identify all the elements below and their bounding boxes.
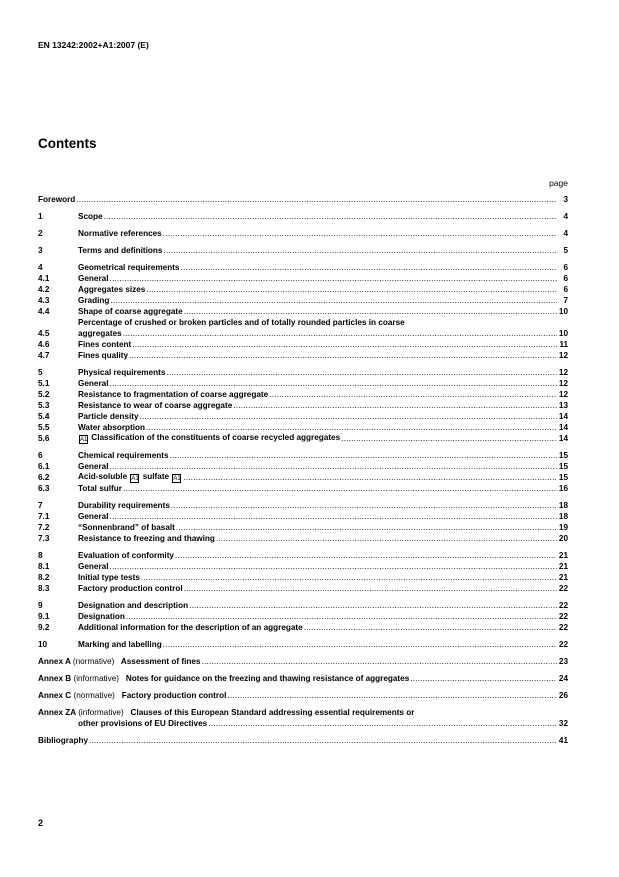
toc-entry-title-wrap bbox=[78, 228, 558, 239]
toc-entry-line-1 bbox=[78, 317, 568, 328]
toc-entry-page: 15 bbox=[558, 473, 568, 482]
annex-title: Factory production control bbox=[121, 691, 227, 700]
toc-leader-dots bbox=[141, 572, 557, 583]
toc-entry-number: 8.3 bbox=[38, 584, 50, 593]
toc-entry-page: 11 bbox=[559, 340, 568, 349]
toc-entry-title-wrap bbox=[78, 522, 558, 533]
toc-entry-title-wrap bbox=[78, 572, 558, 583]
toc-entry-title-text: Resistance to wear of coarse aggregate bbox=[78, 401, 233, 410]
toc-entry[interactable] bbox=[38, 500, 568, 511]
toc-entry-title-wrap bbox=[78, 432, 558, 444]
annex-entry-line-1 bbox=[38, 707, 568, 718]
toc-entry-title-wrap bbox=[78, 511, 558, 522]
toc-entry-number: 2 bbox=[38, 229, 43, 238]
toc-entry-number: 5.6 bbox=[38, 434, 50, 443]
annex-title: Assessment of fines bbox=[120, 657, 201, 666]
toc-entry[interactable] bbox=[38, 400, 568, 411]
toc-entry[interactable] bbox=[38, 389, 568, 400]
annex-entry-title-wrap bbox=[38, 690, 558, 701]
toc-leader-dots bbox=[110, 378, 558, 389]
toc-entry-page: 13 bbox=[558, 401, 568, 410]
toc-entry[interactable] bbox=[38, 245, 568, 256]
toc-entry[interactable] bbox=[38, 533, 568, 544]
toc-leader-dots bbox=[201, 656, 557, 667]
toc-entry-page: 4 bbox=[563, 212, 568, 221]
annex-kind: (normative) bbox=[72, 657, 115, 666]
toc-entry-page: 6 bbox=[563, 263, 568, 272]
toc-entry-title bbox=[78, 511, 109, 522]
toc-entry-page: 18 bbox=[558, 512, 568, 521]
amendment-marker-icon: A1 bbox=[173, 476, 181, 482]
toc-entry-title-text: Geometrical requirements bbox=[78, 263, 180, 272]
toc-entry-title bbox=[78, 211, 103, 222]
toc-entry-title bbox=[78, 561, 109, 572]
toc-entry-page: 15 bbox=[558, 462, 568, 471]
toc-entry[interactable] bbox=[38, 550, 568, 561]
toc-leader-dots bbox=[126, 611, 557, 622]
toc-entry-page: 22 bbox=[558, 601, 568, 610]
toc-leader-dots bbox=[175, 550, 557, 561]
toc-entry-number: 6.2 bbox=[38, 473, 50, 482]
toc-entry-title bbox=[78, 471, 182, 483]
toc-leader-dots bbox=[163, 228, 557, 239]
toc-entry-title bbox=[78, 572, 140, 583]
toc-entry-number: 6.1 bbox=[38, 462, 50, 471]
toc-entry-title bbox=[38, 194, 75, 205]
toc-entry-title bbox=[78, 228, 162, 239]
toc-leader-dots bbox=[163, 639, 557, 650]
toc-entry-title bbox=[78, 350, 128, 361]
annex-page: 26 bbox=[558, 691, 568, 700]
toc-entry-number: 6.3 bbox=[38, 484, 50, 493]
toc-entry-title-text: Percentage of crushed or broken particles and of totally rounded particles in coarse bbox=[78, 318, 405, 327]
toc-entry-title-text: Additional information for the description of an aggregate bbox=[78, 623, 303, 632]
toc-entry-number: 9 bbox=[38, 601, 43, 610]
toc-leader-dots bbox=[89, 735, 557, 746]
toc-entry-title-text: Aggregates sizes bbox=[78, 285, 146, 294]
toc-entry-title-text: Designation and description bbox=[78, 601, 189, 610]
toc-entry-title-text: Fines content bbox=[78, 340, 132, 349]
toc-entry-title-wrap bbox=[78, 367, 558, 378]
toc-entry-title-wrap bbox=[78, 306, 558, 317]
toc-entry-title-text: General bbox=[78, 274, 109, 283]
toc-entry-title bbox=[78, 639, 162, 650]
toc-entry[interactable] bbox=[38, 583, 568, 594]
toc-entry-title-text: Physical requirements bbox=[78, 368, 166, 377]
annex-entry-title bbox=[38, 656, 200, 667]
toc-entry-title-wrap bbox=[78, 500, 558, 511]
toc-entry-title-text: Evaluation of conformity bbox=[78, 551, 174, 560]
toc-entry[interactable] bbox=[38, 572, 568, 583]
toc-entry-title-wrap bbox=[78, 378, 558, 389]
toc-entry-number: 4.1 bbox=[38, 274, 50, 283]
toc-entry[interactable] bbox=[38, 511, 568, 522]
toc-entry-page: 14 bbox=[558, 412, 568, 421]
amendment-marker-icon: A1 bbox=[131, 476, 139, 482]
toc-entry-page: 12 bbox=[558, 379, 568, 388]
page-number: 2 bbox=[38, 818, 44, 828]
toc-entry-title bbox=[78, 273, 109, 284]
toc-entry-title-wrap bbox=[78, 245, 558, 256]
toc-entry[interactable] bbox=[38, 306, 568, 317]
toc-entry[interactable] bbox=[38, 367, 568, 378]
annex-title-continued: other provisions of EU Directives bbox=[78, 719, 208, 728]
toc-entry-number: 3 bbox=[38, 246, 43, 255]
annex-entry-title-wrap bbox=[38, 707, 568, 729]
toc-entry[interactable] bbox=[38, 339, 568, 350]
toc-entry-number: 5.4 bbox=[38, 412, 50, 421]
toc-entry-number: 10 bbox=[38, 640, 48, 649]
toc-entry-title-continued: aggregates bbox=[78, 329, 122, 338]
toc-entry-title bbox=[78, 306, 183, 317]
toc-entry-title-wrap bbox=[78, 471, 558, 483]
toc-entry-number: 4.3 bbox=[38, 296, 50, 305]
annex-kind: (informative) bbox=[78, 708, 124, 717]
toc-leader-dots bbox=[110, 561, 558, 572]
toc-entry-title-wrap bbox=[78, 533, 558, 544]
toc-entry-title-wrap bbox=[78, 450, 558, 461]
toc-entry-title-wrap bbox=[78, 211, 558, 222]
toc-entry[interactable] bbox=[38, 284, 568, 295]
toc-leader-dots bbox=[110, 273, 558, 284]
toc-leader-dots bbox=[123, 328, 557, 339]
toc-entry-number: 4.2 bbox=[38, 285, 50, 294]
toc-entry-number: 4.4 bbox=[38, 307, 50, 316]
toc-entry-title-suffix: sulfate bbox=[142, 472, 170, 481]
bibliography-title: Bibliography bbox=[38, 736, 89, 745]
toc-leader-dots bbox=[171, 500, 557, 511]
toc-leader-dots bbox=[341, 433, 557, 444]
annex-label: Annex A bbox=[38, 657, 71, 666]
table-of-contents bbox=[38, 194, 568, 746]
toc-entry-title-wrap bbox=[78, 561, 558, 572]
toc-entry-number: 4.7 bbox=[38, 351, 50, 360]
toc-entry-page: 3 bbox=[563, 195, 568, 204]
toc-entry-number: 9.1 bbox=[38, 612, 50, 621]
toc-entry[interactable] bbox=[38, 622, 568, 633]
toc-leader-dots bbox=[216, 533, 557, 544]
toc-entry-title-wrap bbox=[38, 194, 558, 205]
toc-entry-title-wrap bbox=[78, 317, 568, 339]
toc-entry-title bbox=[78, 533, 215, 544]
toc-entry-title bbox=[78, 483, 122, 494]
toc-entry-number: 8 bbox=[38, 551, 43, 560]
toc-entry-title-text: Water absorption bbox=[78, 423, 146, 432]
toc-entry-title-wrap bbox=[78, 262, 558, 273]
annex-entry-title bbox=[38, 708, 414, 717]
toc-entry-title-text: General bbox=[78, 462, 109, 471]
toc-entry-number: 8.1 bbox=[38, 562, 50, 571]
toc-entry[interactable] bbox=[38, 611, 568, 622]
toc-entry-title-text: Resistance to fragmentation of coarse aggregate bbox=[78, 390, 269, 399]
toc-entry-page: 6 bbox=[563, 274, 568, 283]
toc-entry-title-wrap bbox=[78, 583, 558, 594]
toc-leader-dots bbox=[304, 622, 557, 633]
toc-entry-number: 5.3 bbox=[38, 401, 50, 410]
toc-entry[interactable] bbox=[38, 522, 568, 533]
annex-entry-title-wrap bbox=[38, 656, 558, 667]
bibliography-title-wrap bbox=[38, 735, 558, 746]
toc-entry-title bbox=[78, 339, 131, 350]
toc-entry-page: 10 bbox=[558, 307, 568, 316]
toc-entry-page: 12 bbox=[558, 351, 568, 360]
toc-leader-dots bbox=[269, 389, 557, 400]
toc-entry-page: 21 bbox=[558, 562, 568, 571]
toc-entry-number: 9.2 bbox=[38, 623, 50, 632]
toc-entry-title-wrap bbox=[78, 273, 558, 284]
toc-entry-number: 7 bbox=[38, 501, 43, 510]
toc-entry-number: 7.2 bbox=[38, 523, 50, 532]
toc-entry-page: 22 bbox=[558, 640, 568, 649]
toc-entry-number: 4.5 bbox=[38, 329, 50, 338]
toc-leader-dots bbox=[123, 483, 557, 494]
annex-label: Annex B bbox=[38, 674, 72, 683]
toc-entry-page: 18 bbox=[558, 501, 568, 510]
toc-entry-page: 22 bbox=[558, 623, 568, 632]
toc-entry[interactable] bbox=[38, 600, 568, 611]
toc-entry-page: 6 bbox=[563, 285, 568, 294]
toc-entry-page: 19 bbox=[558, 523, 568, 532]
annex-entry[interactable] bbox=[38, 673, 568, 684]
toc-entry-title bbox=[78, 245, 162, 256]
toc-entry-page: 15 bbox=[558, 451, 568, 460]
bibliography-entry[interactable] bbox=[38, 735, 568, 746]
toc-entry[interactable] bbox=[38, 350, 568, 361]
toc-leader-dots bbox=[146, 284, 557, 295]
toc-leader-dots bbox=[176, 522, 557, 533]
annex-page: 32 bbox=[558, 719, 568, 728]
annex-entry[interactable] bbox=[38, 656, 568, 667]
toc-entry[interactable] bbox=[38, 317, 568, 339]
toc-entry-number: 1 bbox=[38, 212, 43, 221]
toc-entry-title-text: Factory production control bbox=[78, 584, 183, 593]
toc-entry-title-text: Terms and definitions bbox=[78, 246, 163, 255]
toc-leader-dots bbox=[163, 245, 557, 256]
toc-entry-title bbox=[78, 450, 169, 461]
toc-entry-number: 5 bbox=[38, 368, 43, 377]
toc-entry[interactable] bbox=[38, 411, 568, 422]
toc-entry-title-text: General bbox=[78, 379, 109, 388]
toc-entry-page: 4 bbox=[563, 229, 568, 238]
toc-entry-line-2 bbox=[78, 328, 568, 339]
toc-entry[interactable] bbox=[38, 483, 568, 494]
toc-entry[interactable] bbox=[38, 561, 568, 572]
annex-entry-title bbox=[38, 690, 226, 701]
toc-entry-title-text: Initial type tests bbox=[78, 573, 140, 582]
page-column-label: page bbox=[549, 178, 568, 188]
toc-leader-dots bbox=[410, 673, 557, 684]
toc-entry-title-text: Designation bbox=[78, 612, 125, 621]
toc-entry[interactable] bbox=[38, 194, 568, 205]
toc-leader-dots bbox=[184, 306, 557, 317]
toc-entry-title-wrap bbox=[78, 611, 558, 622]
toc-entry[interactable] bbox=[38, 295, 568, 306]
amendment-marker-icon: A1 bbox=[80, 437, 88, 443]
toc-entry-title-text: Scope bbox=[78, 212, 103, 221]
bibliography-page: 41 bbox=[558, 736, 568, 745]
toc-entry-title-text: Shape of coarse aggregate bbox=[78, 307, 183, 316]
toc-entry[interactable] bbox=[38, 262, 568, 273]
toc-entry-title-text: Chemical requirements bbox=[78, 451, 169, 460]
annex-entry[interactable] bbox=[38, 690, 568, 701]
toc-entry-number: 5.1 bbox=[38, 379, 50, 388]
contents-title: Contents bbox=[38, 136, 97, 151]
annex-page: 24 bbox=[558, 674, 568, 683]
annex-title: Clauses of this European Standard addressing essential requirements or bbox=[130, 708, 415, 717]
toc-entry-title-text: Marking and labelling bbox=[78, 640, 162, 649]
toc-entry-title bbox=[78, 378, 109, 389]
toc-entry-title-text: Total sulfur bbox=[78, 484, 122, 493]
toc-entry-number: 8.2 bbox=[38, 573, 50, 582]
toc-entry-title bbox=[78, 400, 232, 411]
toc-entry-page: 22 bbox=[558, 584, 568, 593]
toc-entry-title-wrap bbox=[78, 350, 558, 361]
annex-entry-line-2 bbox=[38, 718, 568, 729]
annex-entry-title bbox=[38, 673, 409, 684]
toc-leader-dots bbox=[110, 511, 558, 522]
toc-leader-dots bbox=[183, 472, 557, 483]
toc-entry-page: 21 bbox=[558, 573, 568, 582]
toc-entry-number: 5.2 bbox=[38, 390, 50, 399]
toc-entry[interactable] bbox=[38, 378, 568, 389]
toc-entry-title-text: Fines quality bbox=[78, 351, 129, 360]
toc-entry-title-wrap bbox=[78, 483, 558, 494]
toc-entry[interactable] bbox=[38, 211, 568, 222]
toc-entry-number: 7.3 bbox=[38, 534, 50, 543]
toc-entry-title-text: Acid-soluble bbox=[78, 472, 128, 481]
toc-entry-number: 4.6 bbox=[38, 340, 50, 349]
toc-entry-title bbox=[78, 522, 175, 533]
toc-leader-dots bbox=[170, 450, 557, 461]
annex-page: 23 bbox=[558, 657, 568, 666]
toc-entry-title bbox=[78, 295, 109, 306]
toc-entry-page: 10 bbox=[558, 329, 568, 338]
toc-entry-title-text: Classification of the constituents of coarse recycled aggregates bbox=[91, 433, 341, 442]
toc-leader-dots bbox=[110, 295, 557, 306]
annex-kind: (informative) bbox=[73, 674, 119, 683]
toc-entry-page: 16 bbox=[558, 484, 568, 493]
toc-entry-title bbox=[78, 284, 145, 295]
toc-entry-page: 20 bbox=[558, 534, 568, 543]
toc-leader-dots bbox=[76, 194, 557, 205]
annex-entry-title-wrap bbox=[38, 673, 558, 684]
toc-leader-dots bbox=[189, 600, 557, 611]
toc-entry[interactable] bbox=[38, 228, 568, 239]
toc-entry-title-text: Foreword bbox=[38, 195, 76, 204]
toc-entry-title-text: General bbox=[78, 562, 109, 571]
toc-leader-dots bbox=[180, 262, 557, 273]
toc-entry-title bbox=[78, 583, 183, 594]
toc-entry-title-wrap bbox=[78, 400, 558, 411]
toc-entry-page: 5 bbox=[563, 246, 568, 255]
toc-entry-title-text: “Sonnenbrand” of basalt bbox=[78, 523, 175, 532]
toc-entry-number: 6 bbox=[38, 451, 43, 460]
toc-leader-dots bbox=[227, 690, 557, 701]
toc-entry-title bbox=[78, 611, 125, 622]
toc-entry-number: 4 bbox=[38, 263, 43, 272]
toc-entry-title bbox=[78, 500, 170, 511]
toc-entry-title bbox=[78, 550, 174, 561]
toc-entry-title-wrap bbox=[78, 600, 558, 611]
toc-entry[interactable] bbox=[38, 472, 568, 483]
toc-entry-title bbox=[78, 389, 268, 400]
toc-entry-title-wrap bbox=[78, 639, 558, 650]
toc-entry-page: 14 bbox=[558, 434, 568, 443]
toc-entry-title bbox=[78, 600, 188, 611]
toc-leader-dots bbox=[129, 350, 557, 361]
toc-entry-title bbox=[78, 262, 179, 273]
toc-entry[interactable] bbox=[38, 639, 568, 650]
toc-leader-dots bbox=[166, 367, 557, 378]
toc-leader-dots bbox=[208, 718, 557, 729]
toc-leader-dots bbox=[104, 211, 557, 222]
toc-entry-page: 7 bbox=[563, 296, 568, 305]
toc-entry-page: 12 bbox=[558, 390, 568, 399]
toc-entry-title-wrap bbox=[78, 339, 558, 350]
toc-entry-title bbox=[78, 318, 405, 327]
toc-entry[interactable] bbox=[38, 273, 568, 284]
toc-entry-title-wrap bbox=[78, 550, 558, 561]
toc-entry-title-text: Grading bbox=[78, 296, 110, 305]
toc-entry[interactable] bbox=[38, 450, 568, 461]
toc-entry-title-wrap bbox=[78, 411, 558, 422]
toc-leader-dots bbox=[132, 339, 557, 350]
toc-entry-number: 5.5 bbox=[38, 423, 50, 432]
annex-label: Annex ZA bbox=[38, 708, 76, 717]
toc-entry-page: 14 bbox=[558, 423, 568, 432]
toc-entry-title bbox=[78, 411, 139, 422]
annex-kind: (normative) bbox=[73, 691, 115, 700]
document-header: EN 13242:2002+A1:2007 (E) bbox=[38, 40, 149, 50]
toc-leader-dots bbox=[233, 400, 557, 411]
toc-entry-title-text: Normative references bbox=[78, 229, 162, 238]
toc-entry-page: 12 bbox=[558, 368, 568, 377]
toc-entry-title-text: Particle density bbox=[78, 412, 139, 421]
toc-entry-title-wrap bbox=[78, 622, 558, 633]
toc-entry-title bbox=[78, 622, 303, 633]
toc-entry-page: 21 bbox=[558, 551, 568, 560]
toc-entry-page: 22 bbox=[558, 612, 568, 621]
toc-entry-title-wrap bbox=[78, 389, 558, 400]
annex-title: Notes for guidance on the freezing and thawing resistance of aggregates bbox=[125, 674, 410, 683]
toc-entry-title-text: General bbox=[78, 512, 109, 521]
annex-label: Annex C bbox=[38, 691, 72, 700]
toc-entry-number: 7.1 bbox=[38, 512, 50, 521]
toc-entry-title-wrap bbox=[78, 284, 558, 295]
annex-entry[interactable] bbox=[38, 707, 568, 729]
toc-leader-dots bbox=[140, 411, 557, 422]
toc-entry-title-text: Resistance to freezing and thawing bbox=[78, 534, 215, 543]
toc-entry-title-wrap bbox=[78, 295, 558, 306]
toc-leader-dots bbox=[184, 583, 557, 594]
toc-entry-title bbox=[78, 367, 165, 378]
toc-entry-title-text: Durability requirements bbox=[78, 501, 170, 510]
toc-entry-title bbox=[78, 432, 340, 444]
toc-entry[interactable] bbox=[38, 433, 568, 444]
